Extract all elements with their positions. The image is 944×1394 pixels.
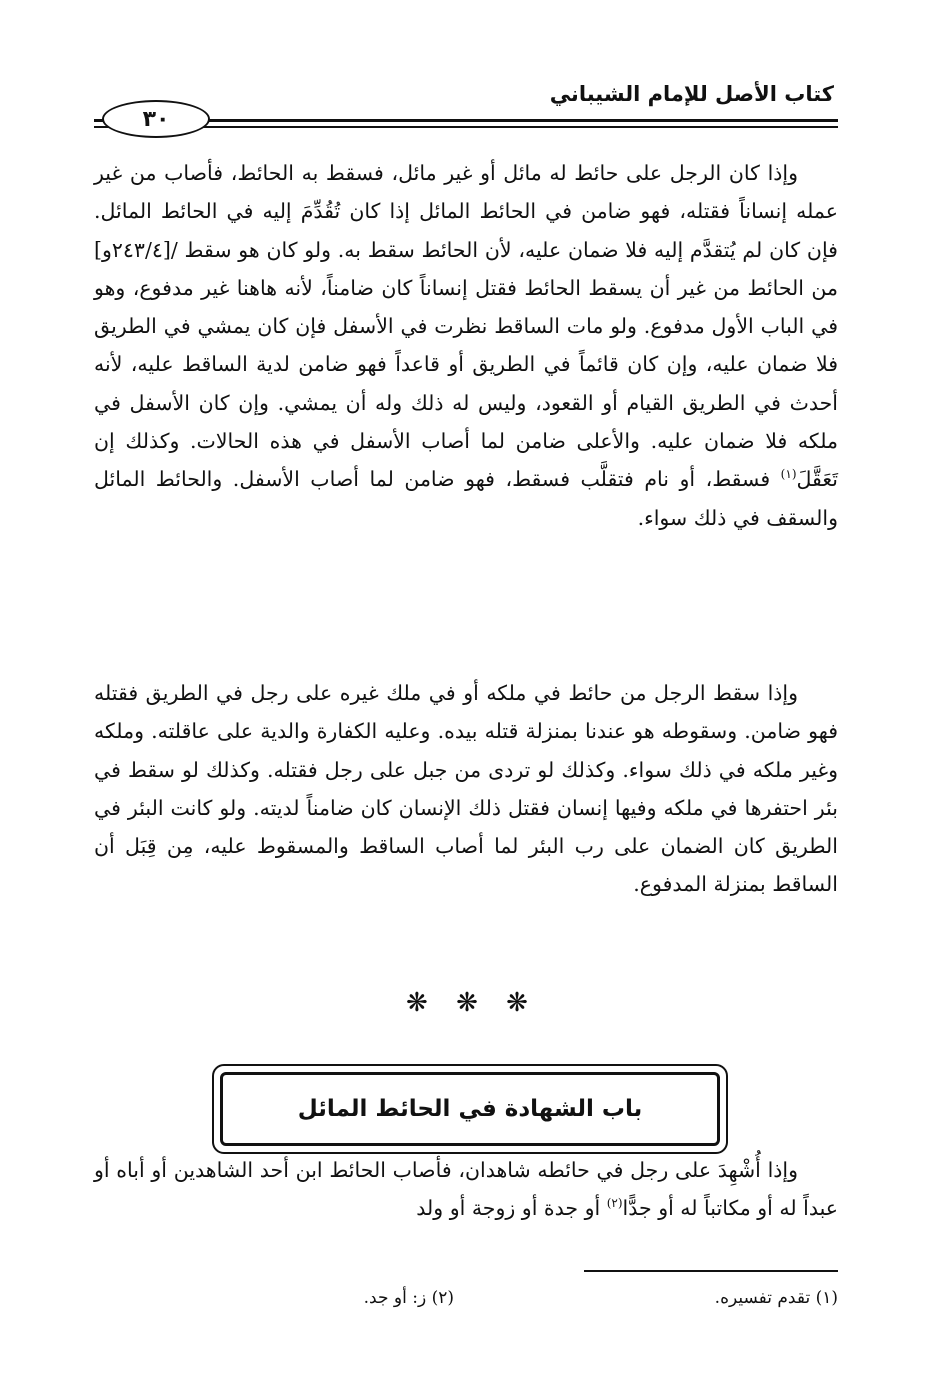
paragraph-3-text-a: وإذا أُشْهِدَ على رجل في حائطه شاهدان، فأصاب الحائط ابن أحد الشاهدين أو أباه أو عبداً له أو مكاتباً له أو جدًّا	[94, 1158, 838, 1221]
paragraph-1-text-a: وإذا كان الرجل على حائط له مائل أو غير مائل، فسقط به الحائط، فأصاب من غير عمله إنساناً فقتله، فهو ضامن في الحائط المائل إذا كان تُقُدِّمَ إليه في الحائط المائل. فإن كان لم يُتقدَّم إليه فلا ضمان عليه، لأن الحائط سقط به. ولو كان هو سقط /[٢٤٣/٤و] من الحائط من غير أن يسقط الحائط فقتل إنساناً كان ضامناً، لأنه هاهنا غير مدفوع، وهو في الباب الأول مدفوع. ولو مات الساقط نظرت في الأسفل فإن كان يمشي في الطريق فلا ضمان عليه، وإن كان قائماً في الطريق أو قاعداً فهو ضامن لدية الساقط عليه، لأنه أحدث في الطريق القيام أو القعود، وليس له ذلك وله أن يمشي. وإن كان الأسفل في ملكه فلا ضمان عليه. والأعلى ضامن لما أصاب الأسفل في هذه الحالات. وكذلك إن تَعَقَّلَ	[94, 161, 838, 492]
footnote-1: (١) تقدم تفسيره.	[714, 1288, 838, 1308]
paragraph-1-text-b: فسقط، أو نام فتقلَّب فسقط، فهو ضامن لما أصاب الأسفل. والحائط المائل والسقف في ذلك سواء.	[94, 467, 838, 530]
chapter-heading-frame	[212, 1064, 728, 1154]
book-title: كتاب الأصل للإمام الشيباني	[549, 82, 834, 106]
page-header	[94, 80, 838, 150]
footnote-divider	[584, 1270, 838, 1272]
paragraph-1	[94, 154, 838, 537]
paragraph-3	[94, 1151, 838, 1228]
chapter-heading-inner-frame	[220, 1072, 720, 1146]
paragraph-2: وإذا سقط الرجل من حائط في ملكه أو في ملك غيره على رجل في الطريق فقتله فهو ضامن. وسقوطه هو عندنا بمنزلة قتله بيده. وعليه الكفارة والدية على عاقلته. وملكه وغير ملكه في ذلك سواء. وكذلك لو تردى من جبل على رجل فقتله. وكذلك لو سقط في بئر احتفرها في ملكه وفيها إنسان فقتل ذلك الإنسان كان ضامناً لديته. ولو كانت البئر في الطريق كان الضمان على رب البئر لما أصاب الساقط والمسقوط عليه، مِن قِبَل أن الساقط بمنزلة المدفوع.	[94, 681, 838, 897]
page-number: ٣٠	[102, 100, 210, 138]
footnote-ref-2: (٢)	[606, 1196, 623, 1211]
section-separator: ❋ ❋ ❋	[406, 988, 538, 1018]
footnote-2: (٢) ز: أو جد.	[363, 1288, 454, 1308]
footnote-ref-1: (١)	[780, 467, 797, 482]
chapter-title: باب الشهادة في الحائط المائل	[297, 1096, 643, 1122]
paragraph-3-text-b: أو جدة أو زوجة أو ولد	[416, 1196, 607, 1221]
